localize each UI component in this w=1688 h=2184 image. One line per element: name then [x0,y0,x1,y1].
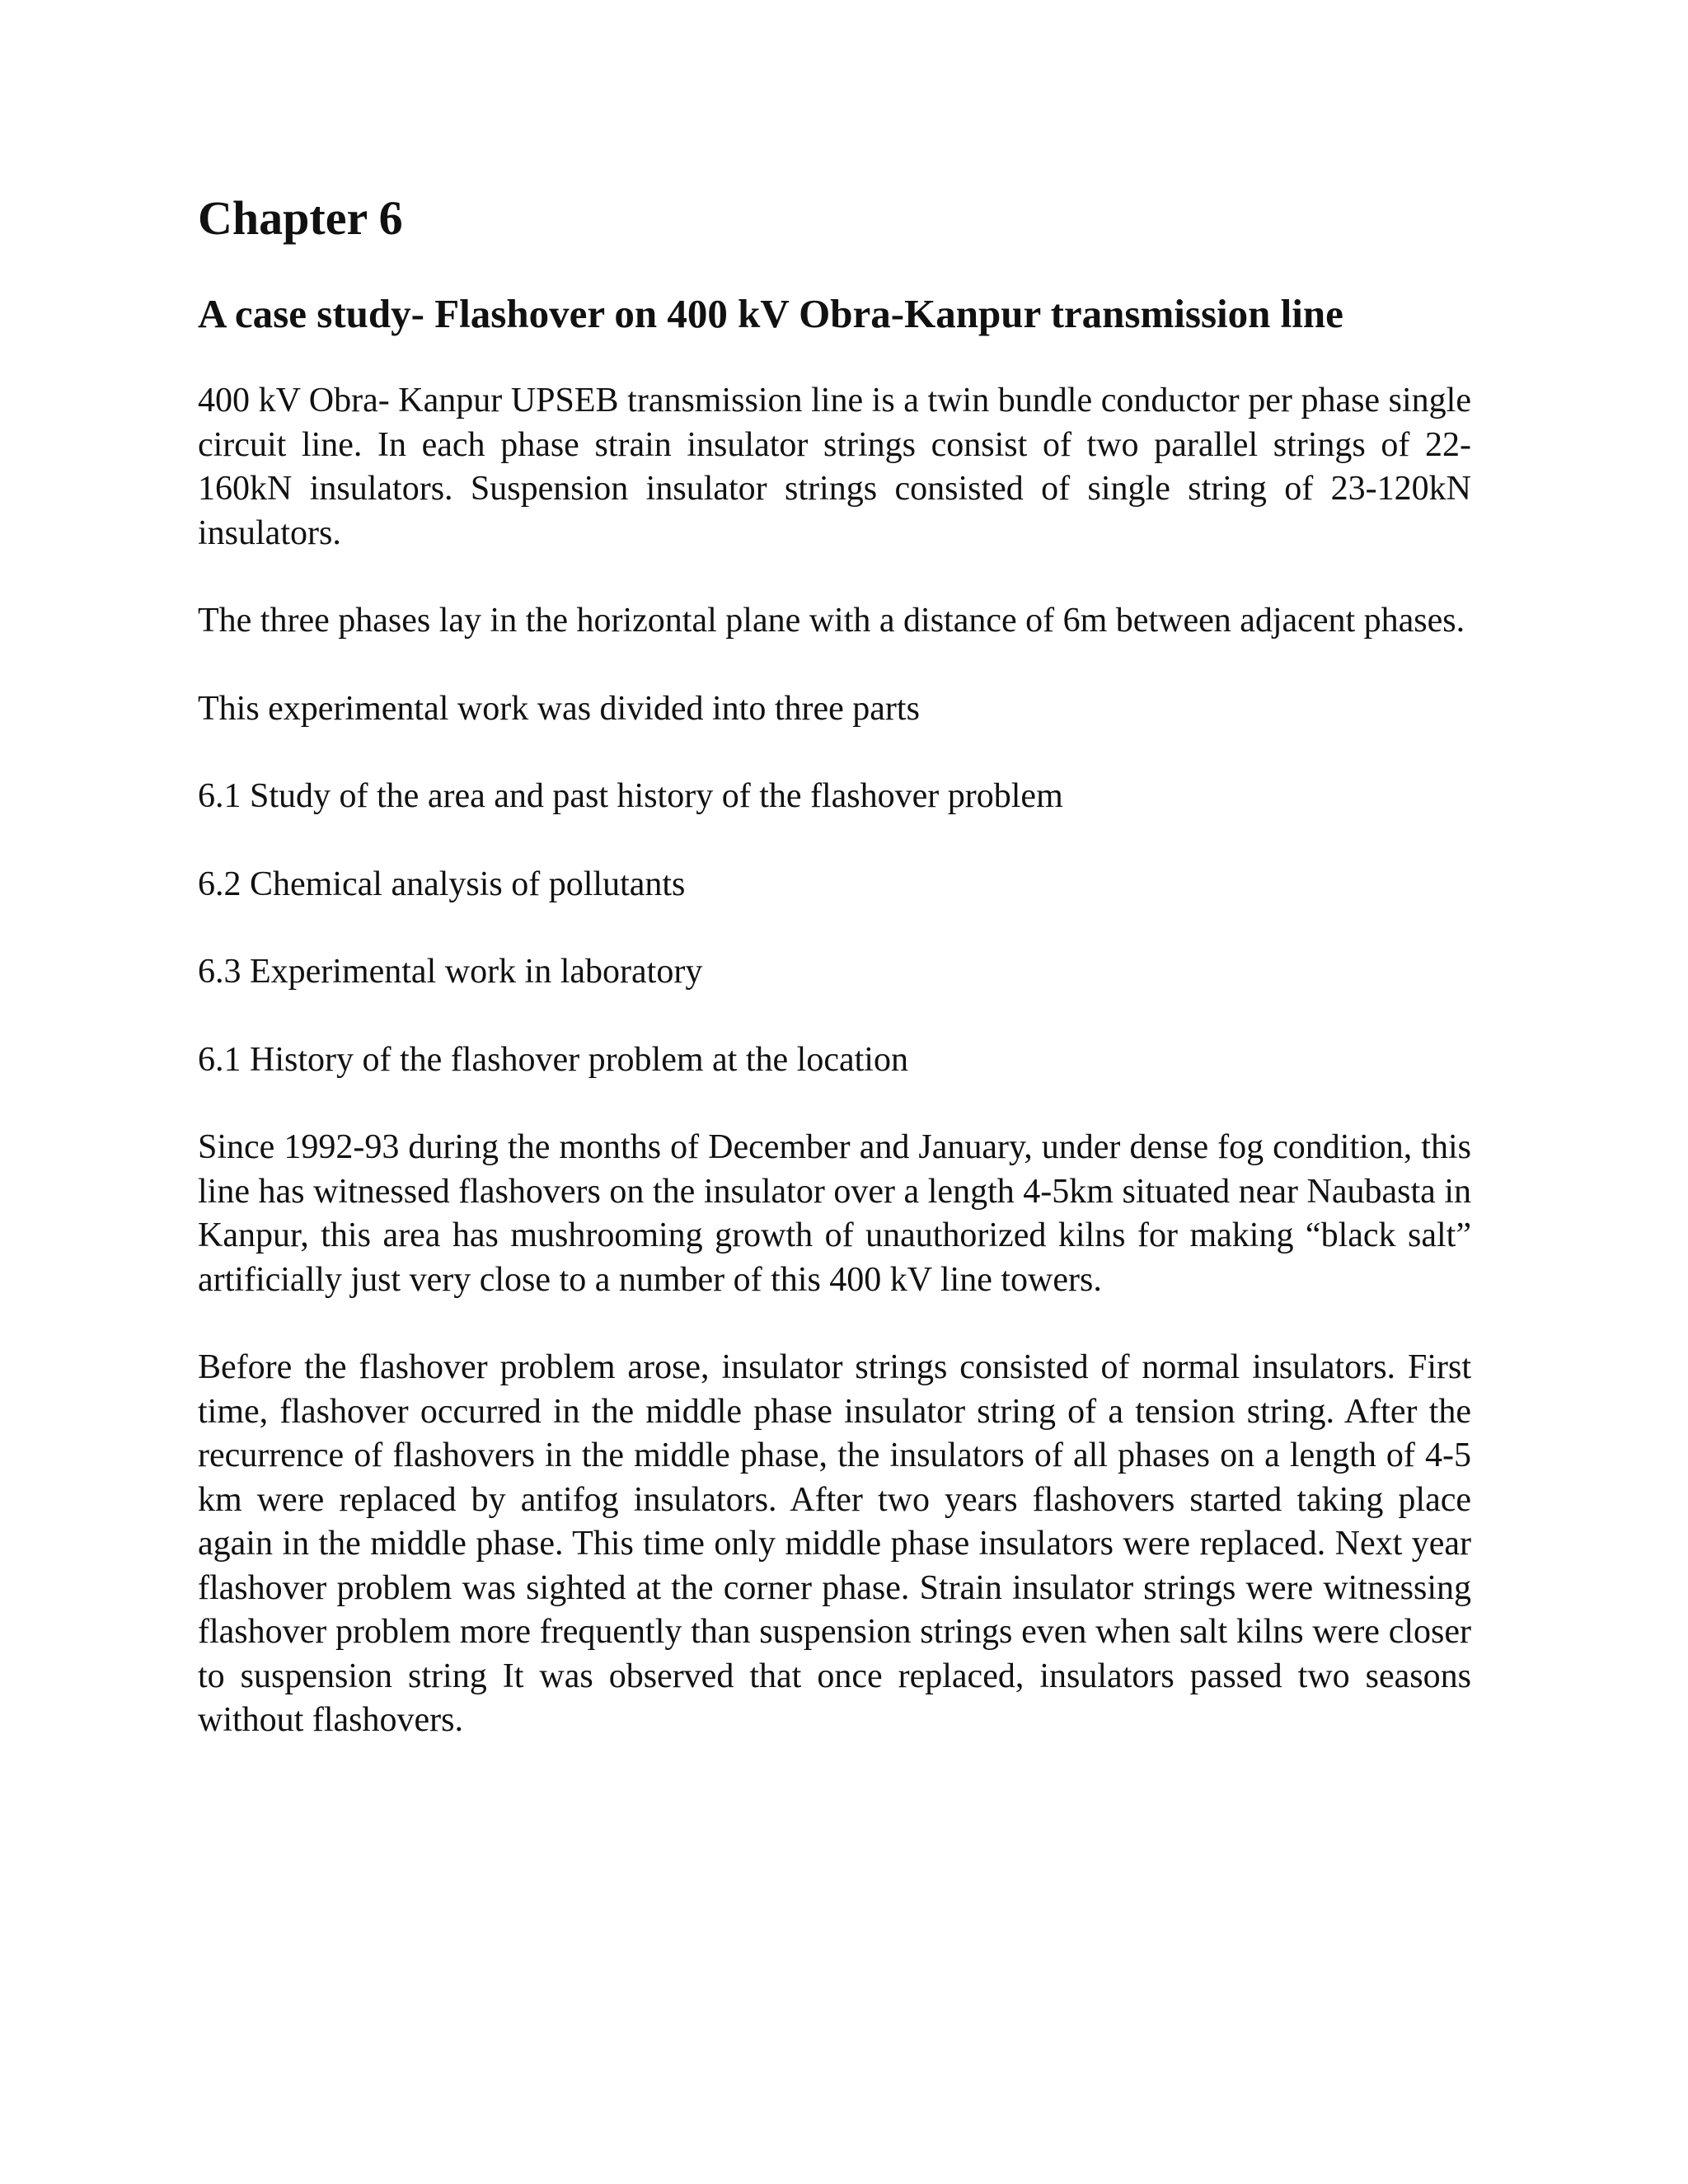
chapter-title: Chapter 6 [198,191,403,245]
history-paragraph-2: Before the flashover problem arose, insulator strings consisted of normal insulators. First time, flashover occurred in the middle phase insulator string of a tension string. After the recurrence of flashovers in the middle phase, the insulators of all phases on a length of 4-5 km were replaced by antifog insulators. After two years flashovers started taking place again in the middle phase. This time only middle phase insulators were replaced. Next year flashover problem was sighted at the corner phase. Strain insulator strings were witnessing flashover problem more frequently than suspension strings even when salt kilns were closer to suspension string It was observed that once replaced, insulators passed two seasons without flashovers. [198,1348,1471,1740]
phases-paragraph: The three phases lay in the horizontal plane with a distance of 6m between adjacent phases. [198,602,1465,640]
part-item-6-2: 6.2 Chemical analysis of pollutants [198,865,686,903]
history-paragraph-1: Since 1992-93 during the months of December and January, under dense fog condition, this line has witnessed flashovers on the insulator over a length 4-5km situated near Naubasta in Kanpur, this area has mushrooming growth of unauthorized kilns for making “black salt” artificially just very close to a number of this 400 kV line towers. [198,1128,1471,1299]
part-item-6-1: 6.1 Study of the area and past history of the flashover problem [198,777,1063,816]
intro-paragraph: 400 kV Obra- Kanpur UPSEB transmission line is a twin bundle conductor per phase single circuit line. In each phase strain insulator strings consist of two parallel strings of 22-160kN insulators. Suspension insulator strings consisted of single string of 23-120kN insulators. [198,382,1471,552]
case-study-title: A case study- Flashover on 400 kV Obra-Kanpur transmission line [198,290,1343,336]
section-heading: 6.1 History of the flashover problem at the location [198,1040,908,1079]
part-item-6-3: 6.3 Experimental work in laboratory [198,953,703,991]
division-paragraph: This experimental work was divided into three parts [198,689,920,728]
document-page [198,190,1471,1787]
